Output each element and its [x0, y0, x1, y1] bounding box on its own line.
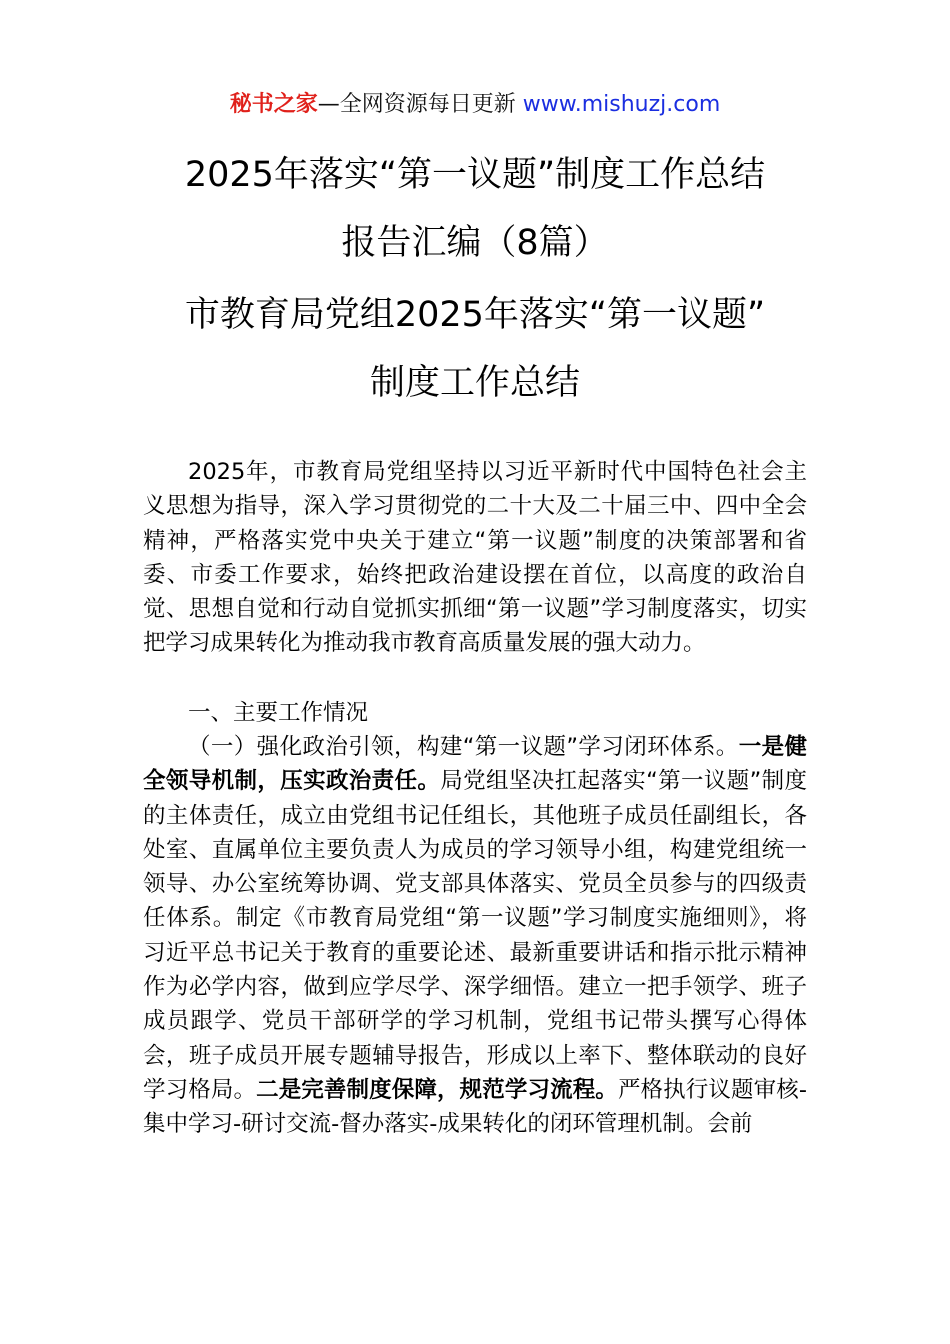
bold-point-2: 二是完善制度保障，规范学习流程。: [256, 1076, 618, 1103]
brand-name: 秘书之家: [229, 92, 318, 117]
point-2-text: 严格执行议题审核-集中学习-研讨交流-督办落实-成果转化的闭环管理机制。会前: [143, 1076, 807, 1138]
doc-subtitle-line-2: 制度工作总结: [369, 363, 580, 403]
doc-subtitle-line-1: 市教育局党组2025年落实“第一议题”: [184, 295, 766, 335]
site-url-link[interactable]: www.mishuzj.com: [522, 92, 721, 117]
body-paragraph-2: [143, 730, 807, 1142]
header-tagline: —全网资源每日更新: [317, 92, 516, 117]
section-heading: 一、主要工作情况: [188, 700, 369, 726]
point-1-text: 局党组坚决扛起落实“第一议题”制度的主体责任，成立由党组书记任组长，其他班子成员任副组长，各处室、直属单位主要负责人为成员的学习领导小组，构建党组统一领导、办公室统筹协调、党支部具体落实、党员全员参与的四级责任体系。制定《市教育局党组“第一议题”学习制度实施细则》，将习近平总书记关于教育的重要论述、最新重要讲话和指示批示精神作为必学内容，做到应学尽学、深学细悟。建立一把手领学、班子成员跟学、党员干部研学的学习机制，党组书记带头撰写心得体会，班子成员开展专题辅导报告，形成以上率下、整体联动的良好学习格局。: [143, 768, 807, 1103]
bold-point-1: 一是健全领导机制，压实政治责任。: [143, 734, 807, 795]
site-header: [0, 88, 950, 122]
doc-title-line-2: 报告汇编（8篇）: [341, 223, 609, 263]
intro-paragraph: 2025年，市教育局党组坚持以习近平新时代中国特色社会主义思想为指导，深入学习贯彻党的二十大及二十届三中、四中全会精神，严格落实党中央关于建立“第一议题”制度的决策部署和省委、市委工作要求，始终把政治建设摆在首位，以高度的政治自觉、思想自觉和行动自觉抓实抓细“第一议题”学习制度落实，切实把学习成果转化为推动我市教育高质量发展的强大动力。: [143, 459, 807, 657]
doc-title-line-1: 2025年落实“第一议题”制度工作总结: [184, 155, 766, 195]
subsection-lead: （一）强化政治引领，构建“第一议题”学习闭环体系。: [188, 734, 739, 760]
